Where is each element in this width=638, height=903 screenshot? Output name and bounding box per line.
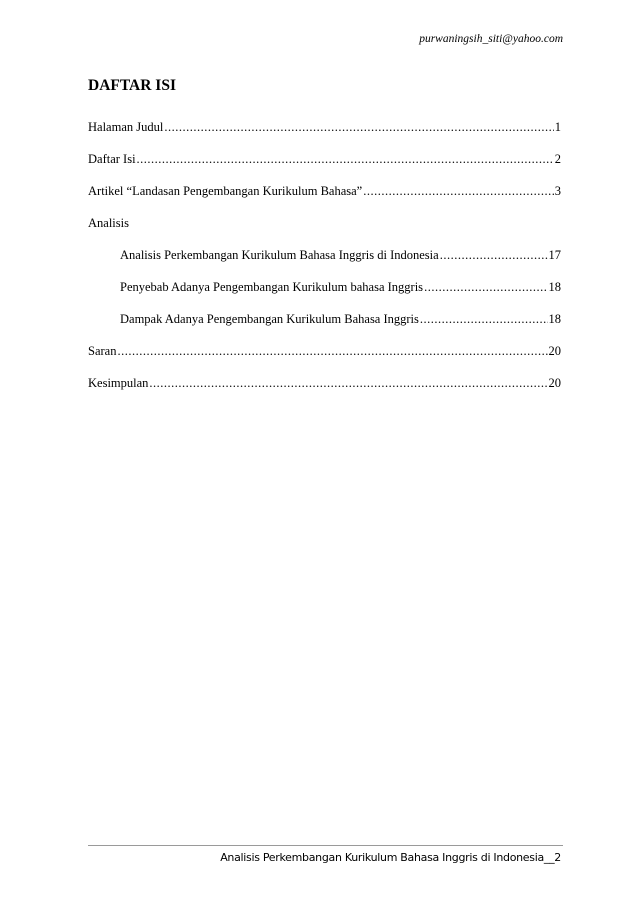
toc-entry-page: 17 bbox=[548, 248, 561, 262]
toc-entry-label: Saran bbox=[88, 344, 117, 358]
toc-entry-page: 2 bbox=[554, 152, 561, 166]
toc-leader-dots bbox=[137, 150, 554, 168]
toc-entry-daftar-isi bbox=[88, 150, 561, 168]
table-of-contents bbox=[88, 118, 561, 406]
page-title: DAFTAR ISI bbox=[88, 77, 176, 94]
toc-leader-dots bbox=[424, 278, 547, 296]
toc-entry-label: Halaman Judul bbox=[88, 120, 164, 134]
toc-entry-label: Analisis bbox=[88, 216, 129, 230]
toc-entry-analisis-perkembangan bbox=[88, 246, 561, 264]
toc-entry-label: Kesimpulan bbox=[88, 376, 149, 390]
toc-entry-analisis bbox=[88, 214, 561, 232]
toc-leader-dots bbox=[164, 118, 553, 136]
toc-entry-halaman-judul bbox=[88, 118, 561, 136]
toc-entry-page: 18 bbox=[548, 312, 561, 326]
footer-divider bbox=[88, 845, 563, 846]
toc-leader-dots bbox=[440, 246, 548, 264]
toc-entry-page: 20 bbox=[548, 344, 561, 358]
toc-entry-label: Artikel “Landasan Pengembangan Kurikulum Bahasa” bbox=[88, 184, 363, 198]
toc-entry-page: 20 bbox=[548, 376, 561, 390]
toc-leader-dots bbox=[149, 374, 547, 392]
toc-entry-saran bbox=[88, 342, 561, 360]
toc-entry-page: 3 bbox=[554, 184, 561, 198]
header-email: purwaningsih_siti@yahoo.com bbox=[419, 33, 563, 45]
toc-entry-page: 1 bbox=[554, 120, 561, 134]
toc-entry-label: Penyebab Adanya Pengembangan Kurikulum bahasa Inggris bbox=[120, 280, 424, 294]
toc-leader-dots bbox=[363, 182, 554, 200]
toc-leader-dots bbox=[117, 342, 547, 360]
toc-entry-label: Analisis Perkembangan Kurikulum Bahasa Inggris di Indonesia bbox=[120, 248, 439, 262]
toc-entry-kesimpulan bbox=[88, 374, 561, 392]
toc-entry-penyebab bbox=[88, 278, 561, 296]
toc-entry-page: 18 bbox=[548, 280, 561, 294]
toc-entry-label: Dampak Adanya Pengembangan Kurikulum Bahasa Inggris bbox=[120, 312, 419, 326]
toc-leader-dots bbox=[420, 310, 548, 328]
toc-entry-artikel bbox=[88, 182, 561, 200]
toc-entry-dampak bbox=[88, 310, 561, 328]
footer-text: Analisis Perkembangan Kurikulum Bahasa Inggris di Indonesia__2 bbox=[220, 851, 561, 864]
toc-entry-label: Daftar Isi bbox=[88, 152, 136, 166]
